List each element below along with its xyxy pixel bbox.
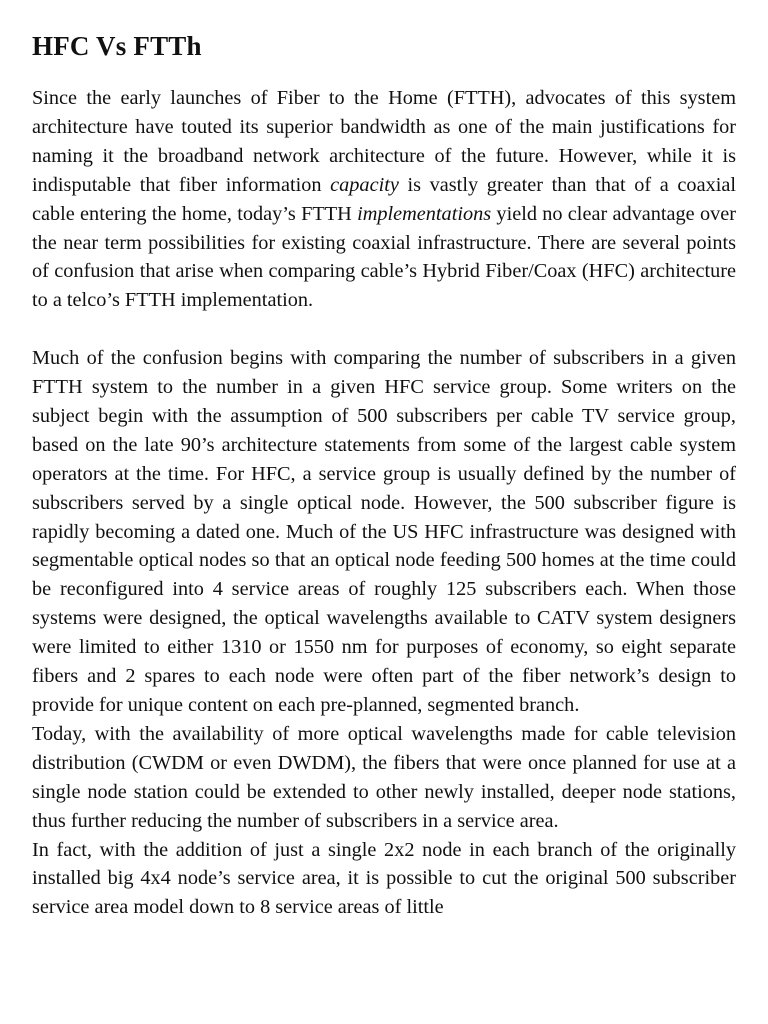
paragraph-intro-text-2: is vastly greater than that of a coaxial cable entering the home, today’s FTTH [32, 173, 736, 225]
paragraph-wavelengths: Today, with the availability of more optical wavelengths made for cable television distribution (CWDM or even DWDM), the fibers that were once planned for use at a single node station could be extended to other newly installed, deeper node stations, thus further reducing the number of subscribers in a service area. [32, 722, 736, 832]
emphasis-capacity: capacity [330, 173, 399, 196]
paragraph-service-groups: Much of the confusion begins with comparing the number of subscribers in a given FTTH system to the number in a given HFC service group. Some writers on the subject begin with the assumption of 500 subscribers per cable TV service group, based on the late 90’s architecture statements from some of the largest cable system operators at the time. For HFC, a service group is usually defined by the number of subscribers served by a single optical node. However, the 500 subscriber figure is rapidly becoming a dated one. Much of the US HFC infrastructure was designed with segmentable optical nodes so that an optical node feeding 500 homes at the time could be reconfigured into 4 service areas of roughly 125 subscribers each. When those systems were designed, the optical wavelengths available to CATV system designers were limited to either 1310 or 1550 nm for purposes of economy, so eight separate fibers and 2 spares to each node were often part of the fiber network’s design to provide for unique content on each pre-planned, segmented branch. [32, 347, 736, 717]
paragraph-intro-text-1: Since the early launches of Fiber to the Home (FTTH), advocates of this system architecture have touted its superior bandwidth as one of the main justifications for naming it the broadband network architecture of the future. However, while it is indisputable that fiber information [32, 87, 736, 196]
paragraph-node-split: In fact, with the addition of just a single 2x2 node in each branch of the originally installed big 4x4 node’s service area, it is possible to cut the original 500 subscriber service area model down to 8 service areas of little [32, 838, 736, 919]
emphasis-implementations: implementations [357, 202, 492, 225]
paragraph-intro [32, 84, 736, 315]
document-page [32, 28, 736, 922]
document-title: HFC Vs FTTh [32, 31, 202, 61]
paragraph-intro-text-3: yield no clear advantage over the near term possibilities for existing coaxial infrastructure. There are several points of confusion that arise when comparing cable’s Hybrid Fiber/Coax (HFC) architecture to a telco’s FTTH implementation. [32, 202, 736, 312]
